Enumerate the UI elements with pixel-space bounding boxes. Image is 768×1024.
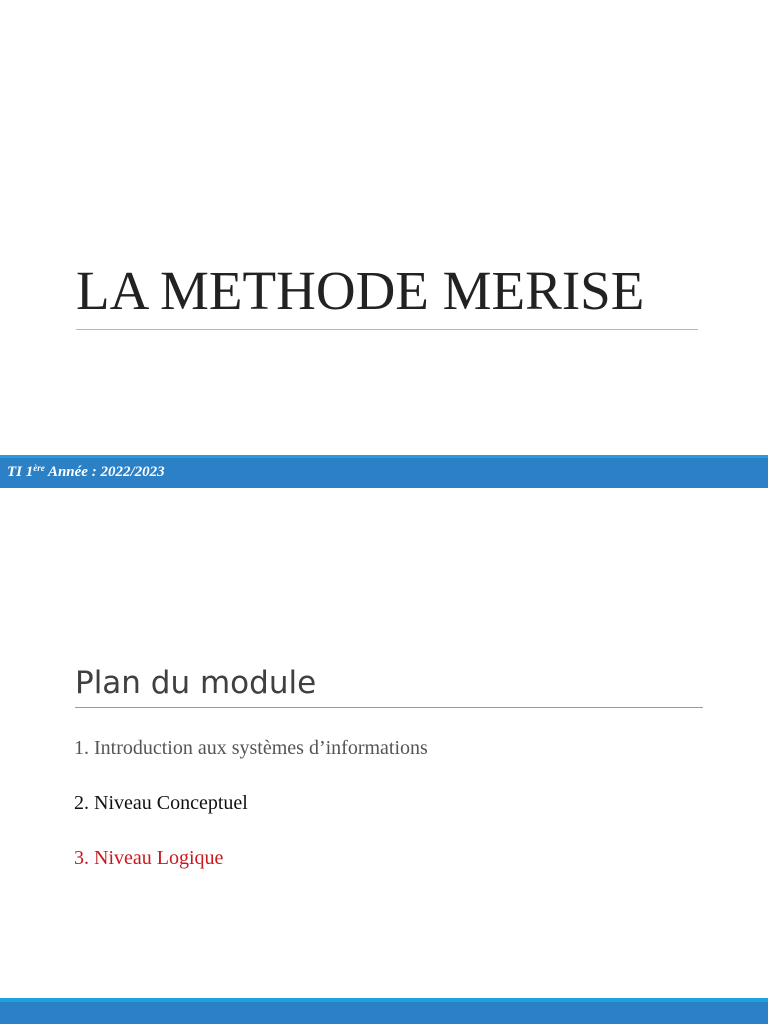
plan-title: Plan du module [75,665,317,701]
footer-accent-line [0,998,768,1002]
banner-accent-line [0,455,768,458]
plan-item-introduction: 1. Introduction aux systèmes d’informations [74,737,428,759]
plan-item-niveau-logique: 3. Niveau Logique [74,847,224,869]
title-divider [76,329,698,330]
slide-title: LA METHODE MERISE [76,260,645,321]
plan-item-niveau-conceptuel: 2. Niveau Conceptuel [74,792,248,814]
course-year-label [7,463,165,481]
course-banner [0,455,768,488]
course-year: Année : 2022/2023 [44,464,165,480]
title-slide [0,0,768,488]
plan-divider [75,707,703,708]
course-name: TI 1 [7,464,34,480]
footer-banner [0,998,768,1024]
course-ordinal-superscript: ère [33,463,45,473]
